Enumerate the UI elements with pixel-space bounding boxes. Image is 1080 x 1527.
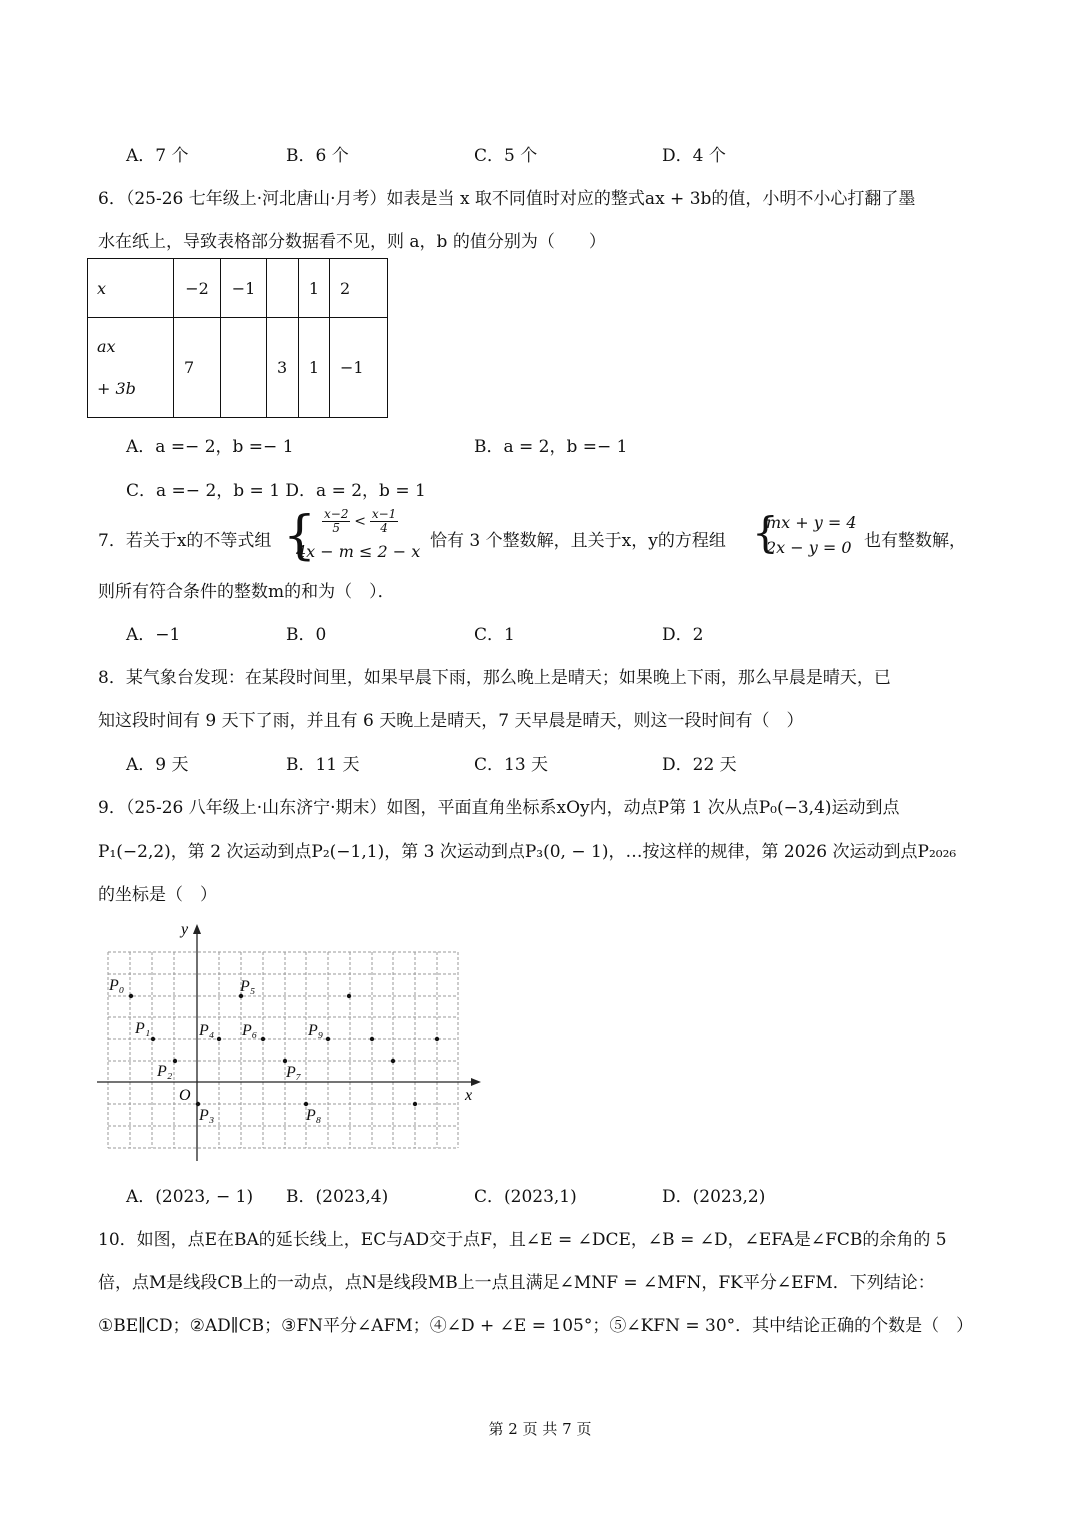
x-axis-arrow-icon [471, 1078, 481, 1086]
q6-option-a: A．a =− 2，b =− 1 [126, 437, 294, 457]
q8-option-b: B．11 天 [286, 755, 360, 775]
q6-stem-line2: 水在纸上，导致表格部分数据看不见，则 a，b 的值分别为（ ） [98, 232, 606, 252]
q6-stem-line1: 6．（25-26 七年级上·河北唐山·月考）如表是当 x 取不同值时对应的整式ax + 3b的值，小明不小心打翻了墨 [98, 189, 916, 209]
point-p11 [370, 1037, 374, 1041]
q7-option-b: B．0 [286, 625, 327, 645]
q7-suffix: 也有整数解， [864, 531, 966, 551]
q7-eq1: mx + y = 4 [766, 513, 857, 532]
q9-option-a: A．(2023, − 1) [126, 1187, 254, 1207]
q7-middle: 恰有 3 个整数解，且关于x，y的方程组 [430, 531, 726, 551]
q10-stem-line3: ①BE∥CD；②AD∥CB；③FN平分∠AFM；④∠D + ∠E = 105°；⑤∠KFN = 30°．其中结论正确的个数是（ ） [98, 1316, 974, 1336]
point-p12 [391, 1059, 395, 1063]
table-head-3b: + 3b [97, 378, 136, 398]
q7-option-c: C．1 [474, 625, 515, 645]
q8-option-a: A．9 天 [126, 755, 189, 775]
point-p14 [435, 1037, 439, 1041]
point-p2 [173, 1059, 177, 1063]
q7-eq2: 2x − y = 0 [766, 538, 852, 557]
q7-option-d: D．2 [662, 625, 704, 645]
q7-stem-line2: 则所有符合条件的整数m的和为（ ）． [98, 582, 395, 602]
q8-stem-line2: 知这段时间有 9 天下了雨，并且有 6 天晚上是晴天，7 天早晨是晴天，则这一段时间有（ ） [98, 711, 804, 731]
q6-value-table [87, 258, 388, 418]
point-p13 [413, 1102, 417, 1106]
q5-option-b: B．6 个 [286, 146, 349, 166]
q7-option-a: A．−1 [126, 625, 181, 645]
q8-stem-line1: 8．某气象台发现：在某段时间里，如果早晨下雨，那么晚上是晴天；如果晚上下雨，那么早晨是晴天，已 [98, 668, 891, 688]
point-p6 [261, 1037, 265, 1041]
label-p4: P₄ [199, 1022, 215, 1039]
q7-frac1: $\frac{x-2}{5}$ [324, 507, 349, 535]
label-p0: P₀ [109, 977, 125, 994]
label-p9: P₉ [308, 1022, 324, 1039]
q5-option-a: A．7 个 [126, 146, 189, 166]
point-p10 [347, 994, 351, 998]
label-p6: P₆ [242, 1022, 258, 1039]
table-cell: 2 [330, 259, 388, 318]
grid-lines [108, 952, 458, 1148]
label-p8: P₈ [306, 1107, 322, 1124]
table-row-head [88, 318, 174, 418]
label-p3: P₃ [199, 1107, 215, 1124]
point-p1 [151, 1037, 155, 1041]
q9-coordinate-graph [95, 918, 490, 1168]
point-p0 [129, 994, 133, 998]
q9-option-c: C．(2023,1) [474, 1187, 577, 1207]
q7-frac2: $\frac{x-1}{4}$ [371, 507, 397, 535]
table-cell: −1 [221, 259, 267, 318]
q7-brace-2: { [752, 508, 779, 557]
table-cell: x [88, 259, 174, 318]
table-cell: −1 [330, 318, 388, 418]
table-cell [267, 259, 299, 318]
table-cell: 1 [299, 318, 330, 418]
table-cell: 1 [299, 259, 330, 318]
q8-option-c: C．13 天 [474, 755, 549, 775]
page-footer: 第 2 页 共 7 页 [488, 1420, 592, 1438]
table-cell [221, 318, 267, 418]
table-cell: 3 [267, 318, 299, 418]
q6-option-cd: C．a =− 2，b = 1 D．a = 2，b = 1 [126, 481, 426, 501]
q9-option-b: B．(2023,4) [286, 1187, 389, 1207]
point-p4 [217, 1037, 221, 1041]
q9-stem-line2: P₁(−2,2)，第 2 次运动到点P₂(−1,1)，第 3 次运动到点P₃(0, − 1)，…按这样的规律，第 2026 次运动到点P₂₀₂₆ [98, 842, 957, 862]
q9-stem-line3: 的坐标是（ ） [98, 885, 217, 905]
q6-option-b: B．a = 2，b =− 1 [474, 437, 628, 457]
q5-option-d: D．4 个 [662, 146, 726, 166]
q7-ineq2: 4x − m ≤ 2 − x [296, 542, 421, 561]
q9-option-d: D．(2023,2) [662, 1187, 766, 1207]
point-p7 [283, 1059, 287, 1063]
point-p9 [326, 1037, 330, 1041]
label-p5: P₅ [240, 978, 256, 995]
table-cell: 7 [174, 318, 221, 418]
y-axis-label: y [181, 921, 189, 938]
y-axis-arrow-icon [193, 924, 201, 934]
label-p1: P₁ [135, 1020, 151, 1037]
q7-brace: { [283, 506, 317, 566]
table-cell: −2 [174, 259, 221, 318]
label-p7: P₇ [286, 1064, 302, 1081]
q7-prefix: 7．若关于x的不等式组 [98, 531, 272, 551]
q7-ineq1: $\frac{x-2}{5}$ < $\frac{x-1}{4}$ [324, 507, 397, 535]
label-p2: P₂ [157, 1063, 173, 1080]
origin-label: O [179, 1087, 191, 1104]
q9-stem-line1: 9．（25-26 八年级上·山东济宁·期末）如图，平面直角坐标系xOy内，动点P第 1 次从点P₀(−3,4)运动到点 [98, 798, 900, 818]
point-p8 [304, 1102, 308, 1106]
q8-option-d: D．22 天 [662, 755, 737, 775]
point-p3 [196, 1102, 200, 1106]
q10-stem-line2: 倍，点M是线段CB上的一动点，点N是线段MB上一点且满足∠MNF = ∠MFN，FK平分∠EFM．下列结论： [98, 1273, 935, 1293]
table-head-ax: ax [97, 336, 116, 356]
q5-option-c: C．5 个 [474, 146, 538, 166]
q10-stem-line1: 10．如图，点E在BA的延长线上，EC与AD交于点F，且∠E = ∠DCE，∠B = ∠D，∠EFA是∠FCB的余角的 5 [98, 1230, 947, 1250]
x-axis-label: x [465, 1087, 473, 1104]
